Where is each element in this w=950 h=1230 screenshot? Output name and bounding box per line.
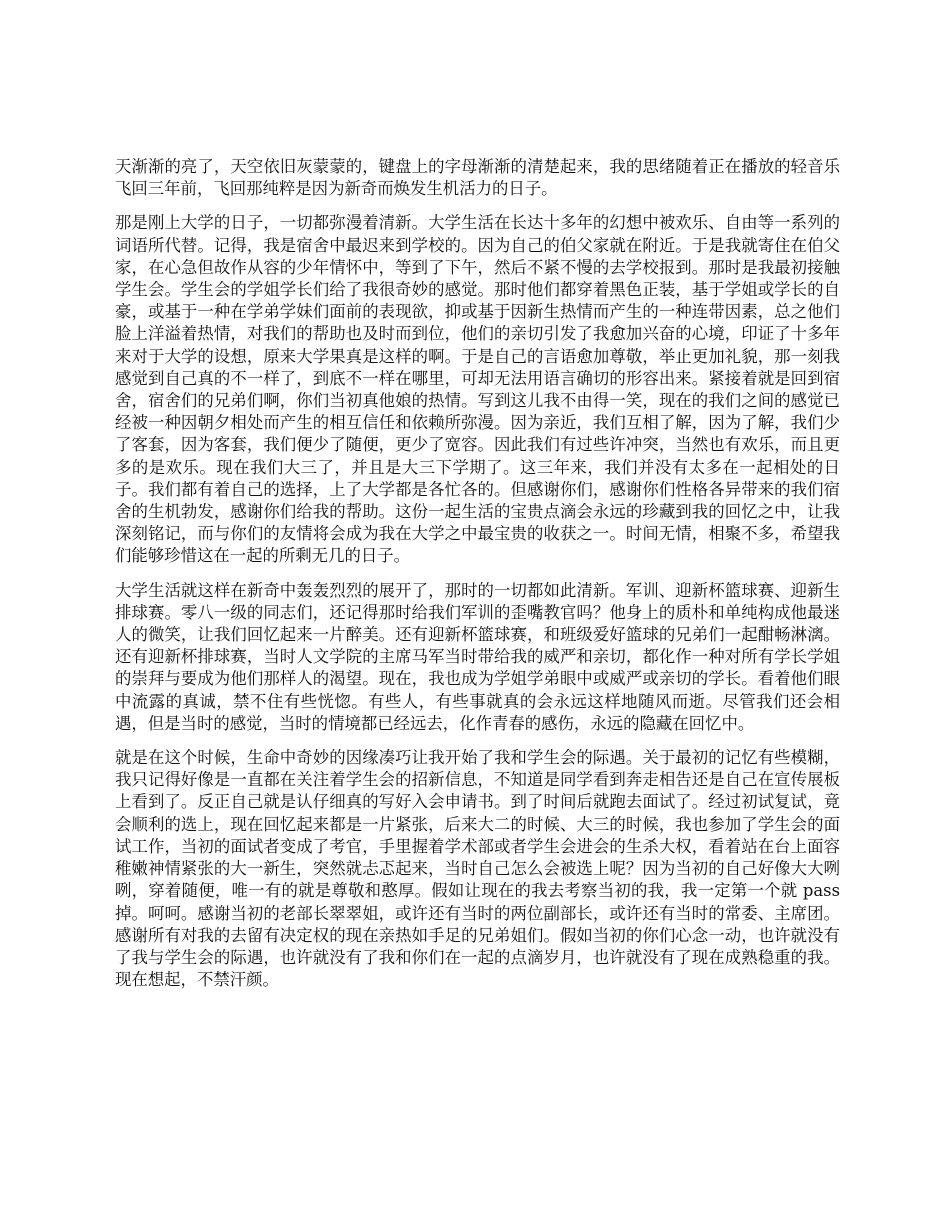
document-body: [115, 156, 840, 1003]
paragraph-4: 就是在这个时候，生命中奇妙的因缘凑巧让我开始了我和学生会的际遇。关于最初的记忆有些模糊，我只记得好像是一直都在关注着学生会的招新信息，不知道是同学看到奔走相告还是自己在宣传展板上看到了。反正自己就是认仔细真的写好入会申请书。到了时间后就跑去面试了。经过初试复试，竟会顺利的选上，现在回忆起来都是一片紧张，后来大二的时候、大三的时候，我也参加了学生会的面试工作，当初的面试者变成了考官，手里握着学术部或者学生会进会的生杀大权，看着站在台上面容稚嫩神情紧张的大一新生，突然就忐忑起来，当时自己怎么会被选上呢？因为当初的自己好像大大咧咧，穿着随便，唯一有的就是尊敬和憨厚。假如让现在的我去考察当初的我，我一定第一个就 pass 掉。呵呵。感谢当初的老部长翠翠姐，或许还有当时的两位副部长，或许还有当时的常委、主席团。感谢所有对我的去留有决定权的现在亲热如手足的兄弟姐们。假如当初的你们心念一动，也许就没有了我与学生会的际遇，也许就没有了我和你们在一起的点滴岁月，也许就没有了现在成熟稳重的我。现在想起，不禁汗颜。: [115, 748, 840, 990]
paragraph-1: 天渐渐的亮了，天空依旧灰蒙蒙的，键盘上的字母渐渐的清楚起来，我的思绪随着正在播放的轻音乐飞回三年前，飞回那纯粹是因为新奇而焕发生机活力的日子。: [115, 157, 840, 199]
paragraph-3: 大学生活就这样在新奇中轰轰烈烈的展开了，那时的一切都如此清新。军训、迎新杯篮球赛、迎新生排球赛。零八一级的同志们，还记得那时给我们军训的歪嘴教官吗？他身上的质朴和单纯构成他最迷人的微笑，让我们回忆起来一片醉美。还有迎新杯篮球赛，和班级爱好篮球的兄弟们一起酣畅淋漓。还有迎新杯排球赛，当时人文学院的主席马军当时带给我的威严和亲切，都化作一种对所有学长学姐的崇拜与要成为他们那样人的渴望。现在，我也成为学姐学弟眼中或威严或亲切的学长。看着他们眼中流露的真诚，禁不住有些恍惚。有些人，有些事就真的会永远这样地随风而逝。尽管我们还会相遇，但是当时的感觉，当时的情境都已经远去，化作青春的感伤，永远的隐藏在回忆中。: [115, 580, 840, 733]
paragraph-2: 那是刚上大学的日子，一切都弥漫着清新。大学生活在长达十多年的幻想中被欢乐、自由等一系列的词语所代替。记得，我是宿舍中最迟来到学校的。因为自己的伯父家就在附近。于是我就寄住在伯父家，在心急但故作从容的少年情怀中，等到了下午，然后不紧不慢的去学校报到。那时是我最初接触学生会。学生会的学姐学长们给了我很奇妙的感觉。那时他们都穿着黑色正装，基于学姐或学长的自豪，或基于一种在学弟学妹们面前的表现欲，抑或基于因新生热情而产生的一种连带因素，总之他们脸上洋溢着热情，对我们的帮助也及时而到位，他们的亲切引发了我愈加兴奋的心境，印证了十多年来对于大学的设想，原来大学果真是这样的啊。于是自己的言语愈加尊敬，举止更加礼貌，那一刻我感觉到自己真的不一样了，到底不一样在哪里，可却无法用语言确切的形容出来。紧接着就是回到宿舍，宿舍们的兄弟们啊，你们当初真他娘的热情。写到这儿我不由得一笑，现在的我们之间的感觉已经被一种因朝夕相处而产生的相互信任和依赖所弥漫。因为亲近，我们互相了解，因为了解，我们少了客套，因为客套，我们便少了随便，更少了宽容。因此我们有过些许冲突，当然也有欢乐，而且更多的是欢乐。现在我们大三了，并且是大三下学期了。这三年来，我们并没有太多在一起相处的日子。我们都有着自己的选择，上了大学都是各忙各的。但感谢你们，感谢你们性格各异带来的我们宿舍的生机勃发，感谢你们给我的帮助。这份一起生活的宝贵点滴会永远的珍藏到我的回忆之中，让我深刻铭记，而与你们的友情将会成为我在大学之中最宝贵的收获之一。时间无情，相聚不多，希望我们能够珍惜这在一起的所剩无几的日子。: [115, 213, 840, 566]
